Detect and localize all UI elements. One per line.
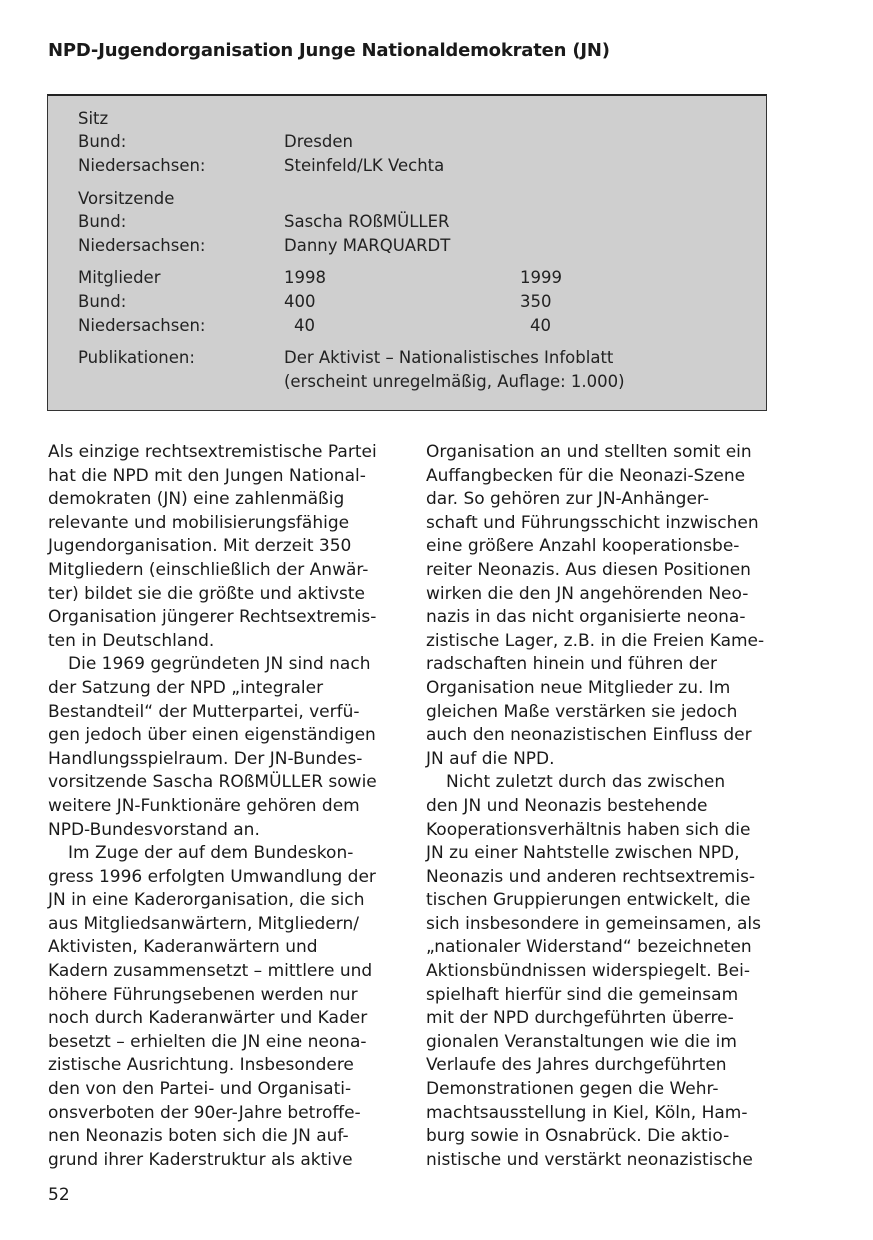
text-line: radschaften hinein und führen der [426, 654, 717, 675]
text-line: Nicht zuletzt durch das zwischen [446, 772, 726, 793]
text-line: reiter Neonazis. Aus diesen Positionen [426, 559, 751, 580]
text-line: aus Mitgliedsanwärtern, Mitgliedern/ [48, 913, 359, 934]
text-line: JN in eine Kaderorganisation, die sich [48, 890, 365, 911]
text-line: Demonstrationen gegen die Wehr- [426, 1079, 719, 1100]
text-line: eine größere Anzahl kooperationsbe- [426, 536, 740, 557]
text-line: nazis in das nicht organisierte neona- [426, 607, 746, 628]
page-title: NPD-Jugendorganisation Junge Nationaldemokraten (JN) [48, 40, 610, 61]
mitglieder-year-1998: 1998 [284, 268, 326, 287]
mitglieder-nds-1999: 40 [530, 316, 551, 335]
mitglieder-heading: Mitglieder [78, 268, 161, 287]
page-number: 52 [48, 1185, 70, 1205]
text-line: NPD-Bundesvorstand an. [48, 819, 260, 840]
text-line: Verlaufe des Jahres durchgeführten [426, 1055, 727, 1076]
text-line: Organisation jüngerer Rechtsextremis- [48, 607, 377, 628]
text-line: machtsausstellung in Kiel, Köln, Ham- [426, 1102, 748, 1123]
text-line: onsverboten der 90er-Jahre betroffe- [48, 1102, 361, 1123]
text-line: Neonazis und anderen rechtsextremis- [426, 866, 756, 887]
text-line: gress 1996 erfolgten Umwandlung der [48, 866, 376, 887]
text-line: „nationaler Widerstand“ bezeichneten [426, 937, 752, 958]
text-line: Aktionsbündnissen widerspiegelt. Bei- [426, 961, 750, 982]
vorsitzende-nds-value: Danny MARQUARDT [284, 236, 451, 255]
text-line: demokraten (JN) eine zahlenmäßig [48, 489, 345, 510]
text-line: höhere Führungsebenen werden nur [48, 984, 358, 1005]
mitglieder-bund-1999: 350 [520, 292, 552, 311]
text-line: spielhaft hierfür sind die gemeinsam [426, 984, 739, 1005]
text-line: burg sowie in Osnabrück. Die aktio- [426, 1126, 730, 1147]
text-line: Bestandteil“ der Mutterpartei, verfü- [48, 701, 360, 722]
text-line: mit der NPD durchgeführten überre- [426, 1008, 734, 1029]
text-line: Im Zuge der auf dem Bundeskon- [68, 843, 354, 864]
mitglieder-nds-1998: 40 [294, 316, 315, 335]
sitz-bund-label: Bund: [78, 132, 127, 151]
text-line: ter) bildet sie die größte und aktivste [48, 583, 366, 604]
text-line: auch den neonazistischen Einfluss der [426, 725, 752, 746]
text-line: weitere JN-Funktionäre gehören dem [48, 795, 360, 816]
text-line: noch durch Kaderanwärter und Kader [48, 1008, 368, 1029]
text-line: ten in Deutschland. [48, 630, 215, 651]
vorsitzende-bund-label: Bund: [78, 212, 127, 231]
text-line: hat die NPD mit den Jungen National- [48, 465, 366, 486]
mitglieder-bund-label: Bund: [78, 292, 127, 311]
text-line: Handlungsspielraum. Der JN-Bundes- [48, 748, 363, 769]
vorsitzende-heading: Vorsitzende [78, 189, 175, 208]
text-line: Organisation neue Mitglieder zu. Im [426, 677, 731, 698]
text-line: den JN und Neonazis bestehende [426, 795, 708, 816]
text-line: JN zu einer Nahtstelle zwischen NPD, [426, 843, 740, 864]
sitz-bund-value: Dresden [284, 132, 353, 151]
mitglieder-bund-1998: 400 [284, 292, 316, 311]
mitglieder-nds-label: Niedersachsen: [78, 316, 206, 335]
text-line: zistische Lager, z.B. in die Freien Kame- [426, 630, 765, 651]
text-line: Aktivisten, Kaderanwärtern und [48, 937, 318, 958]
text-line: besetzt – erhielten die JN eine neona- [48, 1031, 367, 1052]
info-box [47, 94, 767, 411]
mitglieder-year-1999: 1999 [520, 268, 562, 287]
text-line: Jugendorganisation. Mit derzeit 350 [48, 536, 352, 557]
text-line: gen jedoch über einen eigenständigen [48, 725, 376, 746]
text-line: Kadern zusammensetzt – mittlere und [48, 961, 373, 982]
text-line: Als einzige rechtsextremistische Partei [48, 442, 377, 462]
text-line: Organisation an und stellten somit ein [426, 442, 752, 462]
text-line: JN auf die NPD. [426, 748, 555, 769]
text-line: relevante und mobilisierungsfähige [48, 512, 350, 533]
text-line: tischen Gruppierungen entwickelt, die [426, 890, 751, 911]
publikationen-line-1: Der Aktivist – Nationalistisches Infoblatt [284, 348, 614, 367]
sitz-nds-value: Steinfeld/LK Vechta [284, 156, 445, 175]
text-line: nistische und verstärkt neonazistische [426, 1149, 753, 1170]
text-line: der Satzung der NPD „integraler [48, 677, 324, 698]
text-line: Auffangbecken für die Neonazi-Szene [426, 465, 746, 486]
text-line: Mitgliedern (einschließlich der Anwär- [48, 559, 369, 580]
body-column-left [48, 441, 393, 1172]
text-line: Die 1969 gegründeten JN sind nach [68, 654, 371, 675]
sitz-heading: Sitz [78, 109, 109, 128]
text-line: zistische Ausrichtung. Insbesondere [48, 1055, 354, 1076]
text-line: wirken die den JN angehörenden Neo- [426, 583, 749, 604]
publikationen-line-2: (erscheint unregelmäßig, Auflage: 1.000) [284, 372, 625, 391]
sitz-nds-label: Niedersachsen: [78, 156, 206, 175]
text-line: vorsitzende Sascha ROßMÜLLER sowie [48, 772, 377, 793]
text-line: gleichen Maße verstärken sie jedoch [426, 701, 738, 722]
text-line: schaft und Führungsschicht inzwischen [426, 512, 759, 533]
text-line: Kooperationsverhältnis haben sich die [426, 819, 751, 840]
vorsitzende-bund-value: Sascha ROßMÜLLER [284, 212, 450, 231]
text-line: den von den Partei- und Organisati- [48, 1079, 352, 1100]
text-line: gionalen Veranstaltungen wie die im [426, 1031, 737, 1052]
publikationen-label: Publikationen: [78, 348, 195, 367]
vorsitzende-nds-label: Niedersachsen: [78, 236, 206, 255]
text-line: sich insbesondere in gemeinsamen, als [426, 913, 762, 934]
text-line: grund ihrer Kaderstruktur als aktive [48, 1149, 353, 1170]
text-line: dar. So gehören zur JN-Anhänger- [426, 489, 709, 510]
text-line: nen Neonazis boten sich die JN auf- [48, 1126, 349, 1147]
body-column-right [426, 441, 771, 1172]
